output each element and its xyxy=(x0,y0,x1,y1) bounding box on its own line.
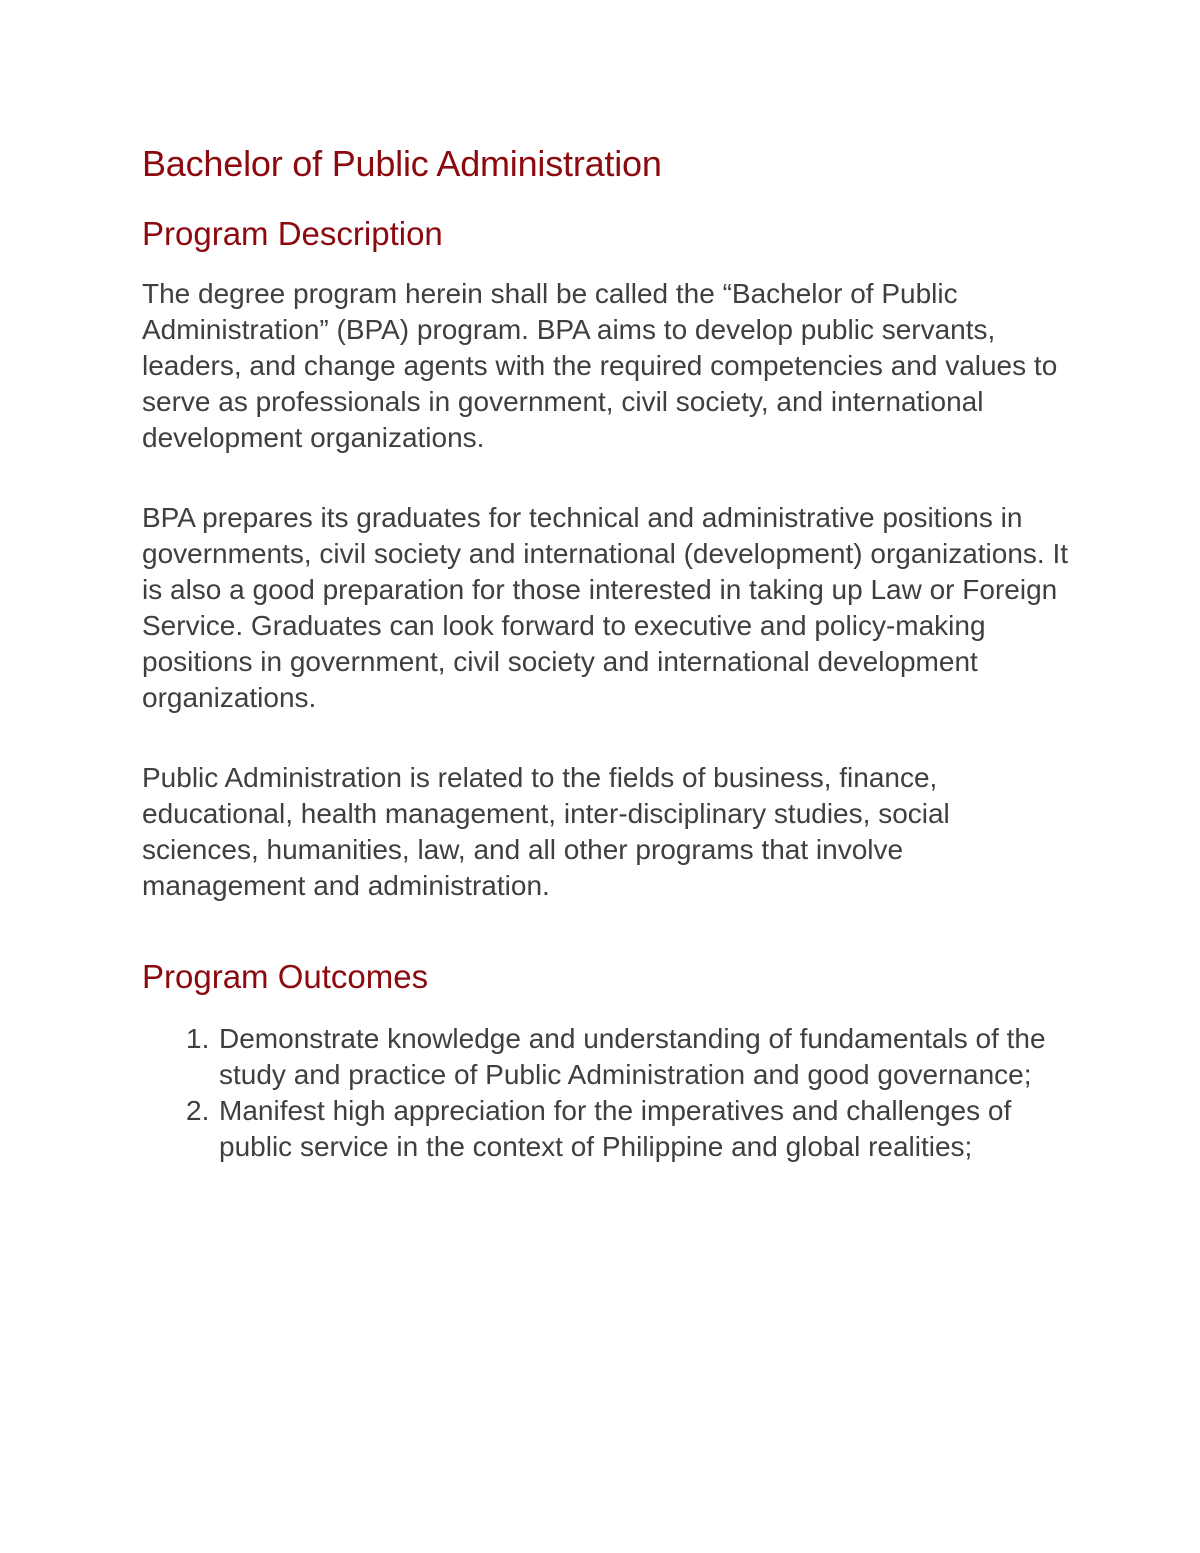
program-outcomes-list xyxy=(142,1021,1082,1165)
program-description-heading: Program Description xyxy=(142,215,443,252)
list-item-text: Demonstrate knowledge and understanding of fundamentals of the study and practice of Public Administration and good governance; xyxy=(219,1023,1046,1090)
list-item-number: 2. xyxy=(186,1095,210,1126)
list-item xyxy=(142,1093,1069,1165)
list-item-text: Manifest high appreciation for the imperatives and challenges of public service in the context of Philippine and global realities; xyxy=(219,1095,1012,1162)
document-title: Bachelor of Public Administration xyxy=(142,143,662,184)
list-item xyxy=(142,1021,1069,1093)
document-content xyxy=(142,141,1082,1165)
description-paragraph-3: Public Administration is related to the fields of business, finance, educational, health management, inter-disciplinary studies, social sciences, humanities, law, and all other programs that involve management and administration. xyxy=(142,762,950,901)
description-paragraph-1: The degree program herein shall be called the “Bachelor of Public Administration” (BPA) program. BPA aims to develop public servants, leaders, and change agents with the required competencies and values to serve as professionals in government, civil society, and international development organizations. xyxy=(142,278,1058,453)
description-paragraph-2: BPA prepares its graduates for technical and administrative positions in governments, civil society and international (development) organizations. It is also a good preparation for those interested in taking up Law or Foreign Service. Graduates can look forward to executive and policy-making positions in government, civil society and international development organizations. xyxy=(142,502,1069,713)
list-item-number: 1. xyxy=(186,1023,210,1054)
program-outcomes-heading: Program Outcomes xyxy=(142,958,429,995)
